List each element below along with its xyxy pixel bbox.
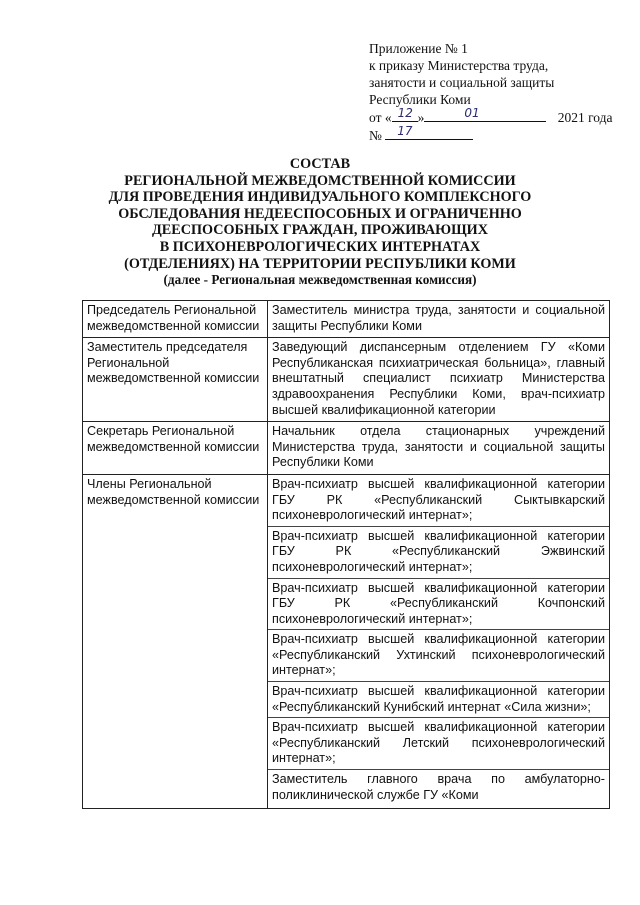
desc-cell: Начальник отдела стационарных учреждений Министерства труда, занятости и социальной защиты Республики Коми [268, 422, 610, 475]
desc-cell: Заместитель министра труда, занятости и социальной защиты Республики Коми [268, 301, 610, 338]
appendix-line-4: Республики Коми [369, 92, 471, 107]
appendix-block [369, 40, 619, 144]
role-cell: Заместитель председателя Региональной межведомственной комиссии [83, 338, 268, 422]
member-item: Врач-психиатр высшей квалификационной категории ГБУ РК «Республиканский Кочпонский психоневрологический интернат»; [268, 581, 609, 631]
title-line-3: ДЛЯ ПРОВЕДЕНИЯ ИНДИВИДУАЛЬНОГО КОМПЛЕКСНОГО [108, 189, 532, 206]
document-title [60, 156, 580, 289]
table-row [83, 338, 610, 422]
table-row-members [83, 474, 610, 808]
date-mid: » [417, 110, 425, 125]
role-cell-members: Члены Региональной межведомственной комиссии [83, 474, 268, 808]
appendix-line-1: Приложение № 1 [369, 41, 468, 56]
date-day-handwritten: 12 [397, 106, 413, 120]
member-item: Заместитель главного врача по амбулаторно-поликлинической службе ГУ «Коми [272, 772, 605, 802]
role-cell: Секретарь Региональной межведомственной комиссии [83, 422, 268, 475]
commission-table [82, 300, 610, 809]
member-item: Врач-психиатр высшей квалификационной категории «Республиканский Летский психоневрологический интернат»; [268, 720, 609, 770]
date-day-field [392, 108, 418, 122]
table-row [83, 422, 610, 475]
role-cell: Председатель Региональной межведомственной комиссии [83, 301, 268, 338]
date-month-handwritten: 01 [464, 106, 480, 120]
title-line-1: СОСТАВ [289, 156, 351, 172]
title-line-7: (ОТДЕЛЕНИЯХ) НА ТЕРРИТОРИИ РЕСПУБЛИКИ КОМИ [124, 255, 516, 272]
date-month-field [424, 108, 546, 122]
title-line-6: В ПСИХОНЕВРОЛОГИЧЕСКИХ ИНТЕРНАТАХ [159, 238, 481, 255]
title-line-5: ДЕЕСПОСОБНЫХ ГРАЖДАН, ПРОЖИВАЮЩИХ [152, 222, 488, 239]
number-prefix: № [369, 128, 382, 143]
members-cell [268, 474, 610, 808]
member-item: Врач-психиатр высшей квалификационной категории «Республиканский Ухтинский психоневрологический интернат»; [268, 632, 609, 682]
title-line-2: РЕГИОНАЛЬНОЙ МЕЖВЕДОМСТВЕННОЙ КОМИССИИ [124, 172, 516, 189]
date-year: 2021 года [557, 110, 613, 125]
number-field [385, 126, 473, 140]
member-item: Врач-психиатр высшей квалификационной категории «Республиканский Кунибский интернат «Сила жизни»; [268, 684, 609, 718]
title-line-4: ОБСЛЕДОВАНИЯ НЕДЕЕСПОСОБНЫХ И ОГРАНИЧЕННО [118, 205, 522, 222]
number-handwritten: 17 [397, 124, 413, 138]
title-line-8: (далее - Региональная межведомственная комиссия) [163, 272, 477, 288]
appendix-number-line [369, 126, 619, 144]
appendix-line-3: занятости и социальной защиты [369, 75, 555, 90]
date-prefix: от « [369, 110, 392, 125]
member-item: Врач-психиатр высшей квалификационной категории ГБУ РК «Республиканский Сыктывкарский психоневрологический интернат»; [268, 477, 609, 527]
member-item: Врач-психиатр высшей квалификационной категории ГБУ РК «Республиканский Эжвинский психоневрологический интернат»; [268, 529, 609, 579]
table-row [83, 301, 610, 338]
desc-cell: Заведующий диспансерным отделением ГУ «Коми Республиканская психиатрическая больница», главный внештатный специалист психиатр Министерства здравоохранения Республики Коми, врач-психиатр высшей квалификационной категории [268, 338, 610, 422]
appendix-line-2: к приказу Министерства труда, [369, 58, 549, 73]
